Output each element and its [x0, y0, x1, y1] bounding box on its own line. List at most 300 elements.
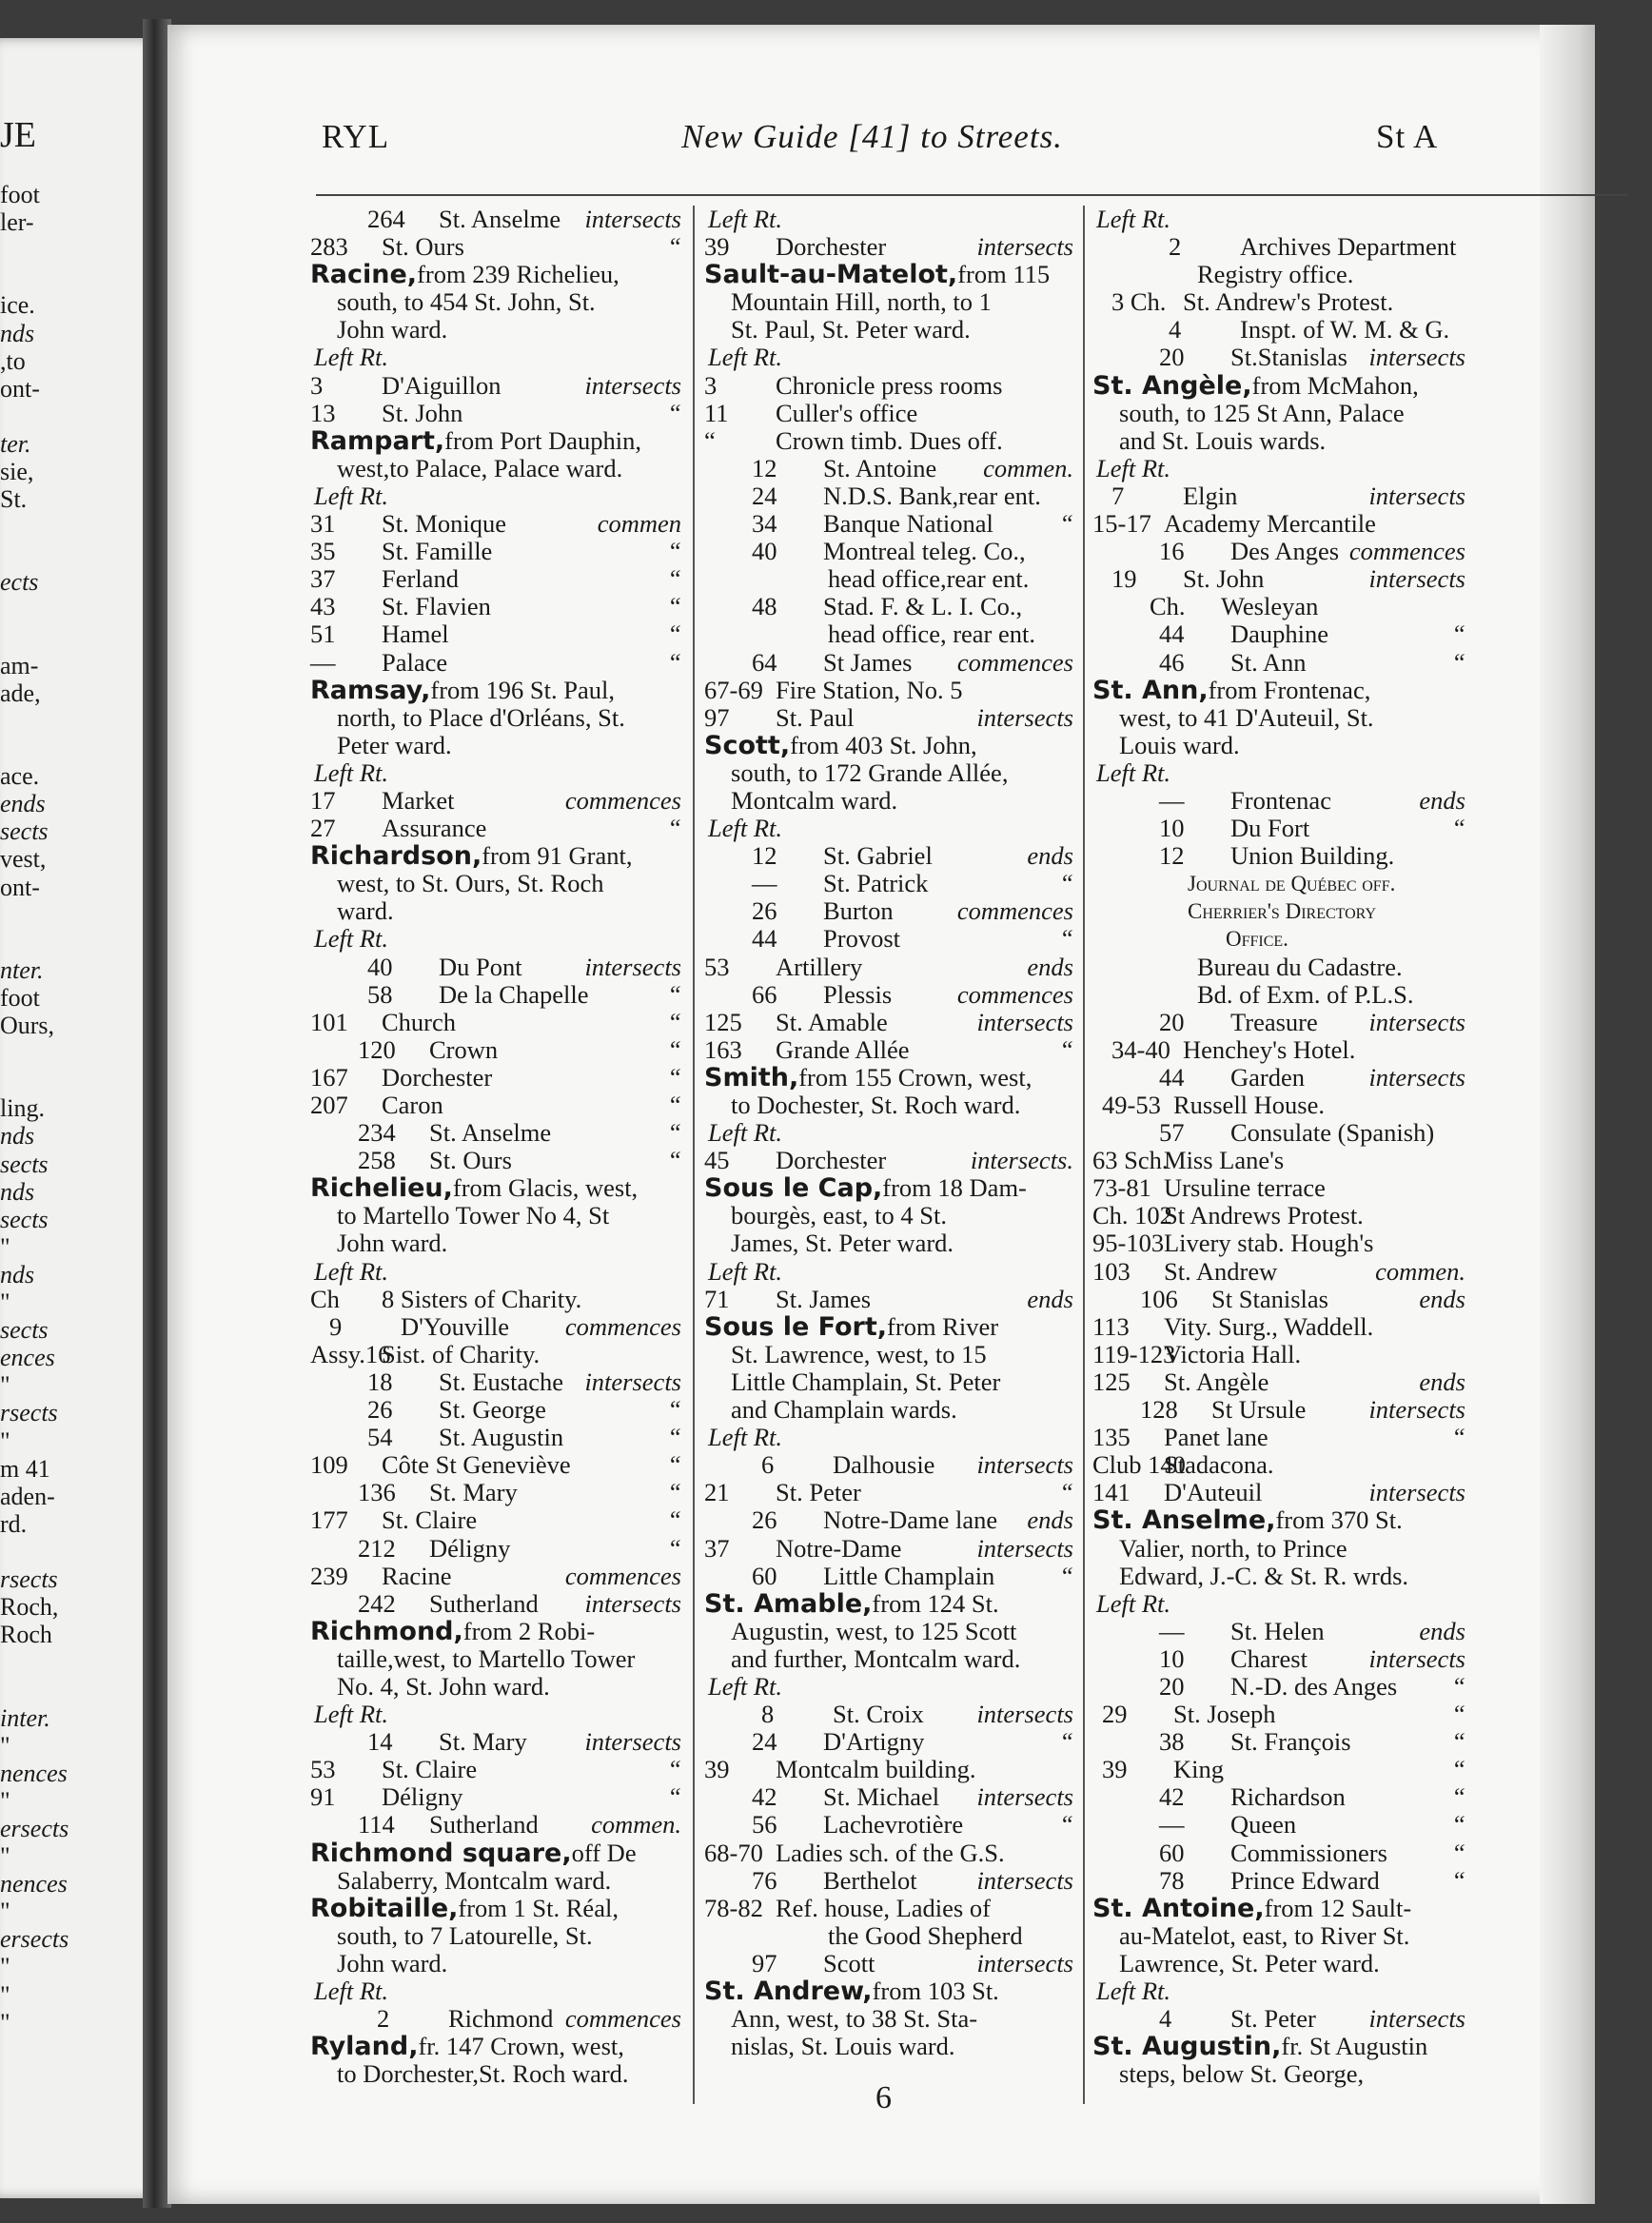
relation-note: commences — [956, 979, 1073, 1009]
house-number: 258 — [358, 1146, 396, 1175]
address-text: St. Mary — [439, 1728, 527, 1757]
street-name: Richmond square, — [310, 1838, 572, 1868]
address-text: Consulate (Spanish) — [1230, 1119, 1435, 1148]
house-number: 39 — [704, 1755, 730, 1784]
facing-page-text: " — [0, 1980, 10, 2009]
address-row — [704, 1895, 1073, 1922]
address-text: St Andrews Protest. — [1164, 1202, 1364, 1230]
facing-page-text: Ours, — [0, 1012, 55, 1039]
house-number: 38 — [1159, 1727, 1185, 1757]
side-heading: Left Rt. — [1096, 453, 1171, 482]
address-row — [1092, 2005, 1465, 2033]
address-text: N.D.S. Bank,rear ent. — [823, 482, 1041, 510]
continuation-line: James, St. Peter ward. — [731, 1229, 954, 1258]
street-description: from 124 St. — [872, 1588, 999, 1618]
house-number: 54 — [367, 1423, 393, 1452]
address-text: D'Auteuil — [1164, 1479, 1263, 1507]
address-text: Chronicle press rooms — [776, 371, 1003, 400]
address-row — [310, 510, 681, 538]
facing-page-text: ade, — [0, 679, 41, 707]
house-number: 67-69 — [704, 675, 763, 704]
address-row — [704, 925, 1073, 953]
address-row — [704, 1950, 1073, 1977]
house-number: 4 — [1169, 315, 1182, 344]
address-row — [310, 1479, 681, 1506]
house-number: 44 — [752, 924, 777, 954]
street-entry — [310, 842, 681, 870]
address-text: St. Augustin — [439, 1424, 564, 1452]
address-row — [704, 1009, 1073, 1036]
relation-note: “ — [667, 814, 681, 843]
facing-page-text: sects — [0, 1150, 49, 1178]
facing-page-text: foot — [0, 181, 40, 208]
continuation-line: and Champlain wards. — [731, 1395, 957, 1425]
relation-note: commences — [1348, 537, 1465, 566]
house-number: 97 — [752, 1948, 777, 1977]
house-number: 68-70 — [704, 1838, 763, 1867]
house-number: 57 — [1159, 1118, 1185, 1148]
house-number: 135 — [1092, 1423, 1131, 1452]
street-entry — [1092, 1895, 1465, 1922]
house-number: 239 — [310, 1561, 348, 1590]
house-number: 71 — [704, 1284, 730, 1313]
continuation-line: and St. Louis wards. — [1119, 425, 1327, 455]
house-number: 141 — [1092, 1478, 1131, 1507]
relation-note: “ — [667, 1395, 681, 1425]
address-row — [704, 233, 1073, 261]
street-name: St. Antoine, — [1092, 1893, 1265, 1923]
relation-note: “ — [667, 398, 681, 427]
address-row — [1092, 482, 1465, 510]
house-number: 17 — [310, 785, 336, 815]
house-number: 39 — [1102, 1755, 1128, 1784]
address-row — [704, 1728, 1073, 1756]
address-row — [310, 954, 681, 981]
house-number: 125 — [1092, 1367, 1131, 1396]
street-entry — [1092, 2033, 1465, 2060]
address-text: St. Flavien — [382, 593, 491, 621]
continuation-line: Louis ward. — [1119, 730, 1240, 759]
continuation-line: Peter ward. — [337, 730, 452, 759]
address-row — [310, 1728, 681, 1756]
continuation-line: Bureau du Cadastre. — [1197, 952, 1403, 981]
facing-page-text: St. — [0, 485, 28, 514]
facing-page-fragment — [0, 38, 160, 2198]
facing-page-text: sects — [0, 1205, 49, 1233]
address-text: Ref. house, Ladies of — [776, 1894, 991, 1922]
relation-note: ends — [1027, 841, 1073, 871]
facing-page-text: ler- — [0, 208, 34, 237]
house-number: 91 — [310, 1782, 336, 1812]
address-row — [704, 1535, 1073, 1563]
address-row — [1092, 1230, 1465, 1257]
address-row — [310, 1009, 681, 1036]
house-number: 13 — [310, 398, 336, 427]
side-heading: Left Rt. — [708, 1671, 783, 1701]
street-name: St. Angèle, — [1092, 370, 1252, 401]
address-text: Dorchester — [776, 233, 887, 262]
address-row — [704, 649, 1073, 677]
house-number: 27 — [310, 814, 336, 843]
address-text: Dorchester — [382, 1063, 493, 1092]
address-row — [704, 400, 1073, 427]
continuation-line: Journal de Québec off. — [1188, 872, 1396, 896]
address-text: St. Angèle — [1164, 1367, 1269, 1396]
continuation-line: Registry office. — [1197, 260, 1354, 289]
address-text: Banque National — [823, 510, 993, 539]
address-text: Wesleyan — [1221, 593, 1319, 621]
address-text: De la Chapelle — [439, 980, 589, 1009]
side-heading: Left Rt. — [314, 481, 389, 510]
address-text: Commissioners — [1230, 1839, 1387, 1867]
relation-note: “ — [667, 647, 681, 677]
address-row — [704, 1867, 1073, 1895]
address-text: Crown — [429, 1035, 499, 1064]
continuation-line: Edward, J.-C. & St. R. wrds. — [1119, 1561, 1409, 1590]
street-description: from 115 — [957, 260, 1051, 289]
street-entry — [310, 261, 681, 288]
continuation-line: to Martello Tower No 4, St — [337, 1201, 610, 1230]
house-number: 34 — [752, 509, 777, 539]
relation-note: intersects — [1368, 1643, 1465, 1673]
house-number: 212 — [358, 1533, 396, 1563]
house-number: — — [1159, 785, 1185, 815]
facing-page-text: ersects — [0, 1814, 69, 1842]
facing-page-text: ersects — [0, 1925, 69, 1954]
address-row — [1092, 1673, 1465, 1701]
house-number: 60 — [752, 1561, 777, 1590]
street-name: St. Augustin, — [1092, 2032, 1282, 2062]
facing-page-text: ,to — [0, 346, 26, 375]
address-text: 8 Sisters of Charity. — [382, 1285, 582, 1313]
address-row — [1092, 316, 1465, 344]
relation-note: “ — [667, 1062, 681, 1092]
address-text: Caron — [382, 1092, 443, 1119]
house-number: 66 — [752, 979, 777, 1009]
continuation-line: au-Matelot, east, to River St. — [1119, 1920, 1410, 1950]
address-row — [1092, 510, 1465, 538]
street-entry — [310, 2033, 681, 2060]
address-text: Henchey's Hotel. — [1183, 1035, 1356, 1064]
relation-note: “ — [667, 1478, 681, 1507]
address-row — [310, 1424, 681, 1451]
side-heading: Left Rt. — [708, 343, 783, 372]
house-number: 12 — [752, 453, 777, 482]
address-row — [1092, 1756, 1465, 1783]
continuation-line: taille,west, to Martello Tower — [337, 1643, 636, 1673]
address-text: St. Ann — [1230, 648, 1307, 677]
address-text: Prince Edward — [1230, 1866, 1380, 1895]
street-entry — [310, 1174, 681, 1202]
continuation-line: Mountain Hill, north, to 1 — [731, 287, 992, 317]
address-text: St. Helen — [1230, 1617, 1325, 1645]
street-entry — [704, 261, 1073, 288]
house-number: 26 — [367, 1395, 393, 1425]
address-text: Assurance — [382, 815, 487, 843]
relation-note: “ — [1451, 1838, 1465, 1867]
relation-note: commen. — [983, 453, 1073, 482]
address-text: Inspt. of W. M. & G. — [1240, 316, 1450, 344]
continuation-line: Bd. of Exm. of P.L.S. — [1197, 979, 1414, 1009]
address-text: Elgin — [1183, 482, 1238, 510]
continuation-line: to Dorchester,St. Roch ward. — [337, 2059, 629, 2089]
continuation-line: nislas, St. Louis ward. — [731, 2032, 955, 2061]
address-row — [310, 1036, 681, 1064]
page-edge — [1540, 25, 1595, 2204]
relation-note: “ — [667, 1533, 681, 1563]
relation-note: commen. — [591, 1810, 681, 1839]
facing-page-text: JE — [0, 115, 36, 155]
facing-page-text: " — [0, 1731, 10, 1760]
address-text: St. Andrew — [1164, 1257, 1278, 1286]
address-row — [1092, 1258, 1465, 1286]
address-row — [1092, 1867, 1465, 1895]
facing-page-text: " — [0, 1786, 10, 1815]
continuation-line: ward. — [337, 896, 394, 926]
facing-page-text: " — [0, 1371, 10, 1400]
address-text: St. Joseph — [1173, 1701, 1276, 1729]
address-text: St. Ours — [429, 1147, 512, 1175]
address-row — [1092, 1174, 1465, 1202]
relation-note: “ — [667, 620, 681, 649]
address-text: Dauphine — [1230, 620, 1329, 649]
street-description: from McMahon, — [1251, 370, 1419, 400]
continuation-line: west, to 41 D'Auteuil, St. — [1119, 702, 1374, 732]
address-row — [1092, 1092, 1465, 1119]
address-row — [310, 593, 681, 620]
street-description: from 370 St. — [1275, 1505, 1403, 1535]
header-center: New Guide [41] to Streets. — [681, 118, 1063, 155]
house-number: 119-123 — [1092, 1339, 1176, 1368]
house-number: 51 — [310, 620, 336, 649]
relation-note: intersects — [1368, 481, 1465, 510]
address-text: St. Michael — [823, 1783, 940, 1812]
relation-note: “ — [1059, 1810, 1073, 1839]
house-number: 29 — [1102, 1700, 1128, 1729]
street-name: St. Andrew, — [704, 1977, 873, 2006]
street-description: from 239 Richelieu, — [417, 260, 620, 289]
house-number: 12 — [752, 841, 777, 871]
street-entry — [704, 1977, 1073, 2005]
facing-page-text: nds — [0, 1122, 35, 1151]
house-number: — — [1159, 1616, 1185, 1645]
side-heading: Left Rt. — [708, 1423, 783, 1452]
relation-note: intersects. — [970, 1146, 1073, 1175]
street-description: from Frontenac, — [1208, 675, 1371, 704]
house-number: 10 — [1159, 814, 1185, 843]
address-row — [310, 1064, 681, 1092]
relation-note: intersects — [976, 1948, 1073, 1977]
relation-note: “ — [1451, 647, 1465, 677]
house-number: 42 — [1159, 1782, 1185, 1812]
continuation-line: Little Champlain, St. Peter — [731, 1367, 1001, 1396]
address-row — [310, 1783, 681, 1811]
address-row — [1092, 288, 1465, 316]
continuation-line: bourgès, east, to 4 St. — [731, 1201, 947, 1230]
address-text: Church — [382, 1008, 457, 1036]
facing-page-text: ter. — [0, 429, 31, 458]
street-description: from 91 Grant, — [482, 841, 633, 871]
relation-note: intersects — [976, 232, 1073, 262]
relation-note: “ — [1059, 1561, 1073, 1590]
house-number: 24 — [752, 481, 777, 510]
relation-note: intersects — [1368, 1478, 1465, 1507]
address-row — [1092, 1424, 1465, 1451]
relation-note: “ — [1451, 1727, 1465, 1757]
address-row — [704, 1506, 1073, 1534]
address-row — [1092, 1036, 1465, 1064]
house-number: 40 — [752, 537, 777, 566]
house-number: 21 — [704, 1478, 730, 1507]
street-name: Scott, — [704, 730, 791, 760]
relation-note: ends — [1419, 1367, 1465, 1396]
house-number: 78 — [1159, 1865, 1185, 1895]
house-number: 101 — [310, 1007, 348, 1036]
address-text: Culler's office — [776, 399, 918, 427]
house-number: 128 — [1140, 1395, 1178, 1425]
relation-note: intersects — [1368, 1395, 1465, 1425]
house-number: 11 — [704, 398, 729, 427]
address-text: Sutherland — [429, 1811, 539, 1839]
relation-note: intersects — [584, 952, 681, 981]
continuation-line: south, to 454 St. John, St. — [337, 287, 596, 317]
relation-note: intersects — [584, 1367, 681, 1396]
address-row — [1092, 815, 1465, 842]
side-heading: Left Rt. — [314, 757, 389, 787]
house-number: 42 — [752, 1782, 777, 1812]
address-row — [310, 1811, 681, 1839]
address-row — [1092, 1202, 1465, 1230]
house-number: 44 — [1159, 620, 1185, 649]
house-number: 95-103 — [1092, 1229, 1165, 1258]
continuation-line: No. 4, St. John ward. — [337, 1671, 550, 1701]
relation-note: “ — [1059, 509, 1073, 539]
relation-note: intersects — [976, 1700, 1073, 1729]
facing-page-text: nences — [0, 1870, 68, 1898]
address-row — [704, 1451, 1073, 1479]
header-right: St A — [1376, 118, 1439, 155]
address-row — [1092, 1286, 1465, 1313]
side-heading: Left Rt. — [708, 814, 783, 843]
facing-page-text: m 41 — [0, 1454, 50, 1483]
address-text: St. Monique — [382, 510, 507, 539]
address-text: Notre-Dame lane — [823, 1506, 998, 1535]
address-row — [1092, 1451, 1465, 1479]
address-row — [1092, 787, 1465, 815]
relation-note: commences — [564, 2004, 681, 2034]
relation-note: intersects — [1368, 1007, 1465, 1036]
continuation-line: head office,rear ent. — [828, 564, 1030, 594]
address-text: Livery stab. Hough's — [1164, 1230, 1374, 1258]
house-number: 78-82 — [704, 1893, 763, 1922]
relation-note: commen. — [1375, 1256, 1465, 1286]
address-row — [704, 372, 1073, 400]
address-text: St. Antoine — [823, 454, 937, 482]
relation-note: “ — [667, 1505, 681, 1535]
facing-page-text: ont- — [0, 374, 40, 403]
continuation-line: the Good Shepherd — [828, 1920, 1023, 1950]
street-name: Robitaille, — [310, 1893, 459, 1923]
relation-note: “ — [1451, 1755, 1465, 1784]
address-text: Garden — [1230, 1063, 1305, 1092]
address-text: Dorchester — [776, 1147, 887, 1175]
address-row — [310, 1286, 681, 1313]
address-text: St. François — [1230, 1728, 1351, 1757]
street-description: from 12 Sault- — [1264, 1893, 1412, 1922]
street-name: Richmond, — [310, 1616, 463, 1646]
address-row — [310, 649, 681, 677]
facing-page-text: " — [0, 1898, 10, 1926]
street-name: St. Ann, — [1092, 675, 1209, 705]
house-number: 48 — [752, 592, 777, 621]
address-row — [1092, 1119, 1465, 1147]
facing-page-text: rd. — [0, 1509, 28, 1538]
street-name: Sous le Fort, — [704, 1311, 888, 1342]
house-number: 34-40 — [1111, 1034, 1170, 1064]
continuation-line: Augustin, west, to 125 Scott — [731, 1616, 1017, 1645]
address-text: Union Building. — [1230, 842, 1395, 871]
facing-page-text: ects — [0, 568, 39, 597]
relation-note: “ — [1059, 869, 1073, 898]
side-heading: Left Rt. — [314, 1977, 389, 2005]
continuation-line: south, to 172 Grande Allée, — [731, 757, 1009, 787]
address-row — [704, 1701, 1073, 1728]
continuation-line: west,to Palace, Palace ward. — [337, 453, 623, 482]
house-number: 234 — [358, 1118, 396, 1148]
address-text: Du Fort — [1230, 815, 1310, 843]
address-row — [1092, 1811, 1465, 1839]
address-text: St Stanislas — [1211, 1285, 1328, 1313]
facing-page-text: " — [0, 1953, 10, 1981]
facing-page-text: ice. — [0, 291, 35, 320]
address-text: Russell House. — [1173, 1092, 1325, 1119]
relation-note: commences — [564, 785, 681, 815]
address-text: St. Claire — [382, 1506, 478, 1535]
address-text: Montcalm building. — [776, 1756, 976, 1784]
house-number: 40 — [367, 952, 393, 981]
relation-note: commences — [956, 647, 1073, 677]
house-number: 58 — [367, 979, 393, 1009]
facing-page-text: ont- — [0, 873, 40, 901]
house-number: 26 — [752, 1505, 777, 1535]
house-number: 264 — [367, 205, 405, 233]
facing-page-text: nds — [0, 319, 35, 347]
house-number: 53 — [704, 952, 730, 981]
continuation-line: St. Lawrence, west, to 15 — [731, 1339, 987, 1368]
facing-page-text: nds — [0, 1177, 35, 1206]
relation-note: “ — [667, 232, 681, 262]
address-row — [1092, 1009, 1465, 1036]
continuation-line: John ward. — [337, 1948, 448, 1977]
street-entry — [310, 427, 681, 455]
street-description: from Port Dauphin, — [444, 425, 641, 455]
address-row — [1092, 842, 1465, 870]
house-number: 35 — [310, 537, 336, 566]
house-number: 46 — [1159, 647, 1185, 677]
address-text: D'Artigny — [823, 1728, 925, 1757]
address-row — [704, 897, 1073, 925]
address-row — [1092, 344, 1465, 371]
continuation-line: south, to 7 Latourelle, St. — [337, 1920, 593, 1950]
address-text: St. Amable — [776, 1008, 888, 1036]
continuation-line: head office, rear ent. — [828, 620, 1036, 649]
house-number: 37 — [704, 1533, 730, 1563]
relation-note: ends — [1027, 1284, 1073, 1313]
house-number: 7 — [1111, 481, 1125, 510]
house-number: 45 — [704, 1146, 730, 1175]
relation-note: intersects — [584, 205, 681, 233]
house-number: 63 Sch. — [1092, 1146, 1169, 1175]
